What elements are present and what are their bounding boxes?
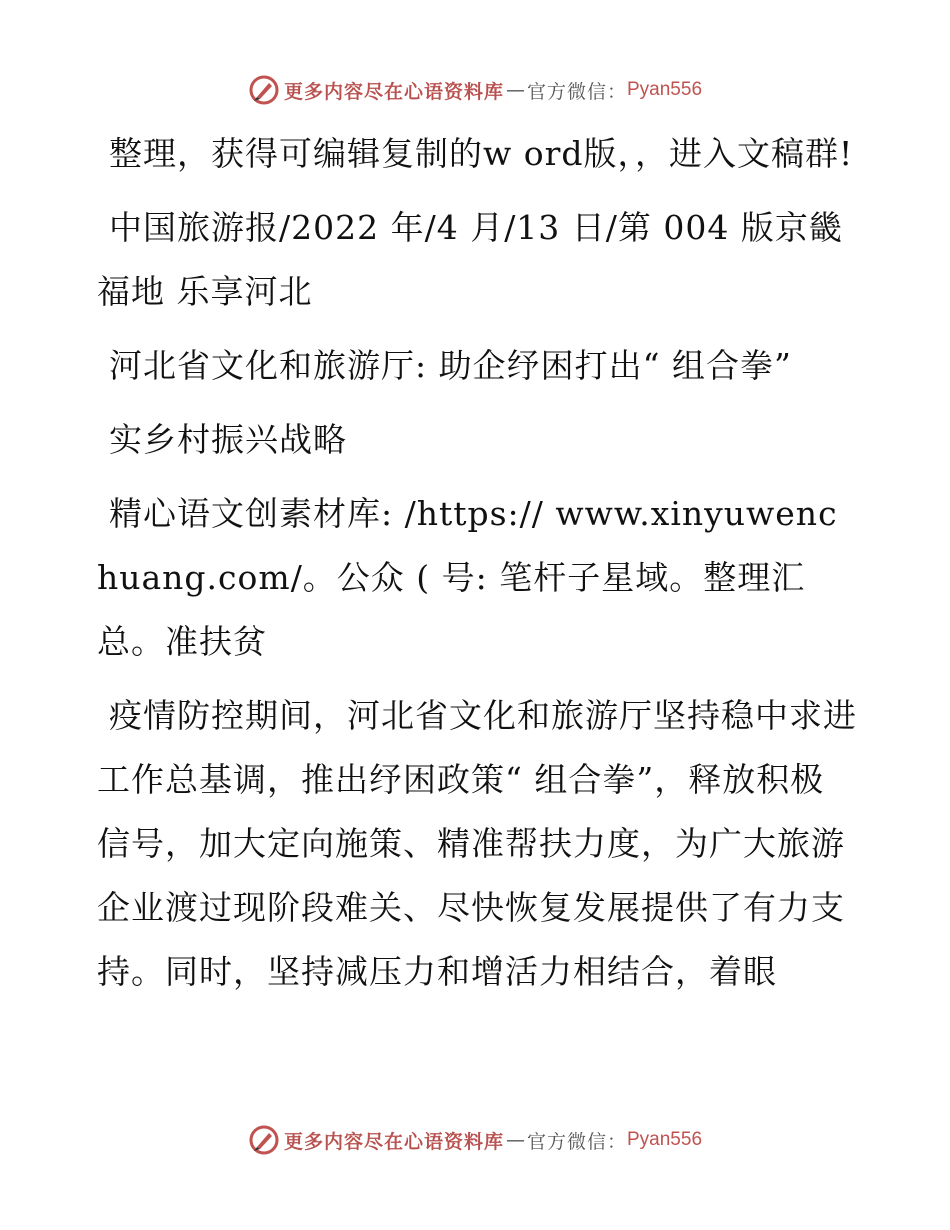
paragraph: 精心语文创素材库: /https:// www.xinyuwenchuang.com/。公众 ( 号: 笔杆子星域。整理汇总。准扶贫 [97,494,838,661]
header-banner [0,70,950,110]
pen-logo-icon [248,1124,280,1156]
banner-sub-text: 官方微信： [526,1130,627,1153]
paragraph: 整理，获得可编辑复制的w ord版，，进入文稿群! [109,134,854,173]
paragraph: 实乡村振兴战略 [109,420,347,459]
banner-dash: — [505,1129,525,1151]
banner-main-text: 更多内容尽在心语资料库 [283,80,504,103]
paragraph: 中国旅游报/2022 年/4 月/13 日/第 004 版京畿福地 乐享河北 [97,208,843,311]
banner-main-text: 更多内容尽在心语资料库 [283,1130,504,1153]
document-body [97,122,857,1014]
paragraph: 河北省文化和旅游厅: 助企纾困打出“ 组合拳” [109,346,792,385]
banner-sub-text: 官方微信： [526,80,627,103]
banner-account: Pyan556 [627,79,703,100]
pen-logo-icon [248,74,280,106]
footer-banner [0,1120,950,1160]
banner-account: Pyan556 [627,1129,703,1150]
banner-dash: — [505,79,525,101]
paragraph: 疫情防控期间，河北省文化和旅游厅坚持稳中求进工作总基调，推出纾困政策“ 组合拳”，释放积极信号，加大定向施策、精准帮扶力度，为广大旅游企业渡过现阶段难关、尽快恢复发展提供了有力支持。同时，坚持减压力和增活力相结合，着眼 [97,696,857,991]
